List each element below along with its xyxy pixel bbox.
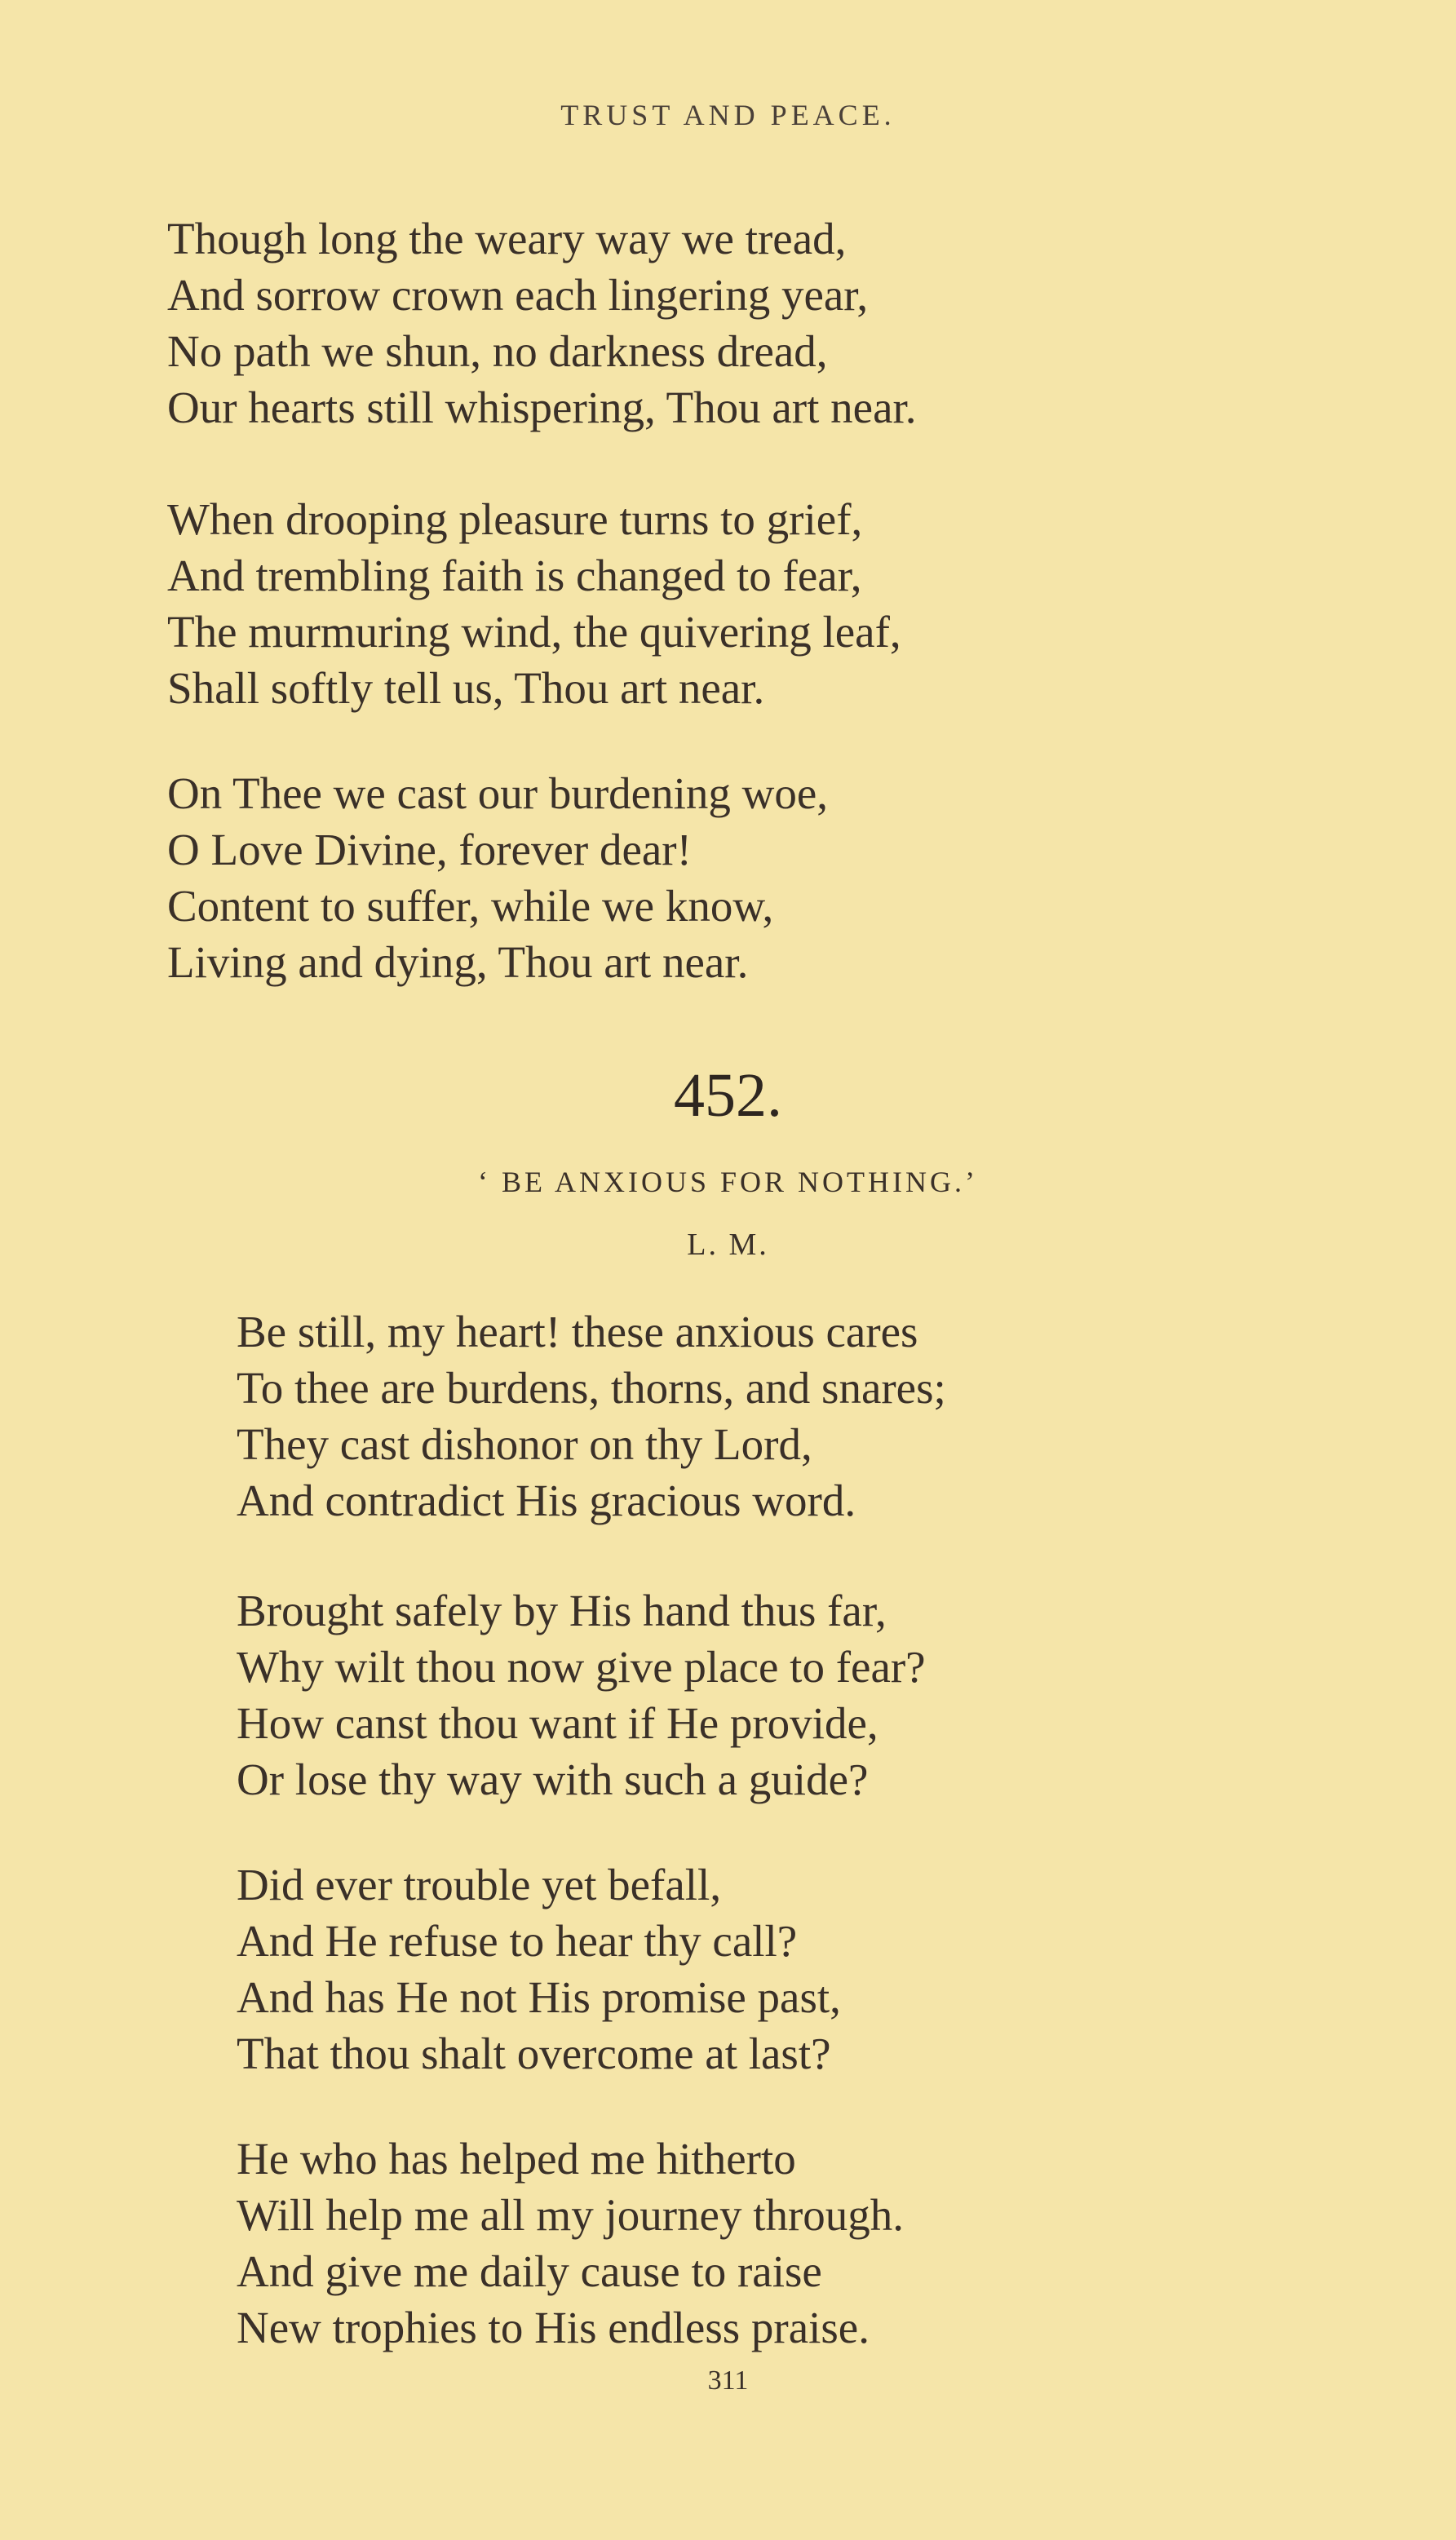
hymn-number: 452. [674,1061,782,1130]
verse-line: The murmuring wind, the quivering leaf, [167,607,901,657]
verse-line: Will help me all my journey through. [237,2190,905,2240]
verse-line: Content to suffer, while we know, [167,881,774,931]
hymn-meter: L. M. [687,1228,769,1262]
verse-line: He who has helped me hitherto [237,2134,796,2184]
verse-line: Shall softly tell us, Thou art near. [167,663,765,713]
verse-line: And He refuse to hear thy call? [237,1916,798,1966]
verse-line: Did ever trouble yet befall, [237,1860,722,1909]
verse-line: That thou shalt overcome at last? [237,2029,831,2078]
stanza [237,1582,926,1808]
verse-line: To thee are burdens, thorns, and snares; [237,1363,946,1413]
verse-line: And give me daily cause to raise [237,2246,822,2296]
verse-line: And sorrow crown each lingering year, [167,270,869,320]
stanza [237,1303,946,1529]
verse-line: On Thee we cast our burdening woe, [167,768,828,818]
verse-line: Why wilt thou now give place to fear? [237,1642,926,1692]
verse-line: Living and dying, Thou art near. [167,937,749,987]
verse-line: Brought safely by His hand thus far, [237,1586,887,1635]
verse-line: They cast dishonor on thy Lord, [237,1419,812,1469]
stanza [167,765,828,990]
verse-line: And contradict His gracious word. [237,1476,856,1525]
verse-line: No path we shun, no darkness dread, [167,326,828,376]
verse-line: Our hearts still whispering, Thou art near. [167,383,917,432]
page-number: 311 [707,2365,749,2396]
stanza [167,210,917,436]
verse-line: Though long the weary way we tread, [167,214,847,263]
hymn-title: ‘ BE ANXIOUS FOR NOTHING.’ [478,1166,978,1198]
verse-line: And trembling faith is changed to fear, [167,551,862,600]
stanza [237,2131,904,2356]
verse-line: And has He not His promise past, [237,1972,841,2022]
verse-line: O Love Divine, forever dear! [167,825,692,874]
stanza [167,491,901,716]
stanza [237,1856,841,2082]
verse-line: When drooping pleasure turns to grief, [167,494,863,544]
verse-line: New trophies to His endless praise. [237,2303,870,2352]
verse-line: Be still, my heart! these anxious cares [237,1307,918,1356]
running-head: TRUST AND PEACE. [560,99,896,131]
verse-line: Or lose thy way with such a guide? [237,1755,869,1804]
verse-line: How canst thou want if He provide, [237,1698,878,1748]
